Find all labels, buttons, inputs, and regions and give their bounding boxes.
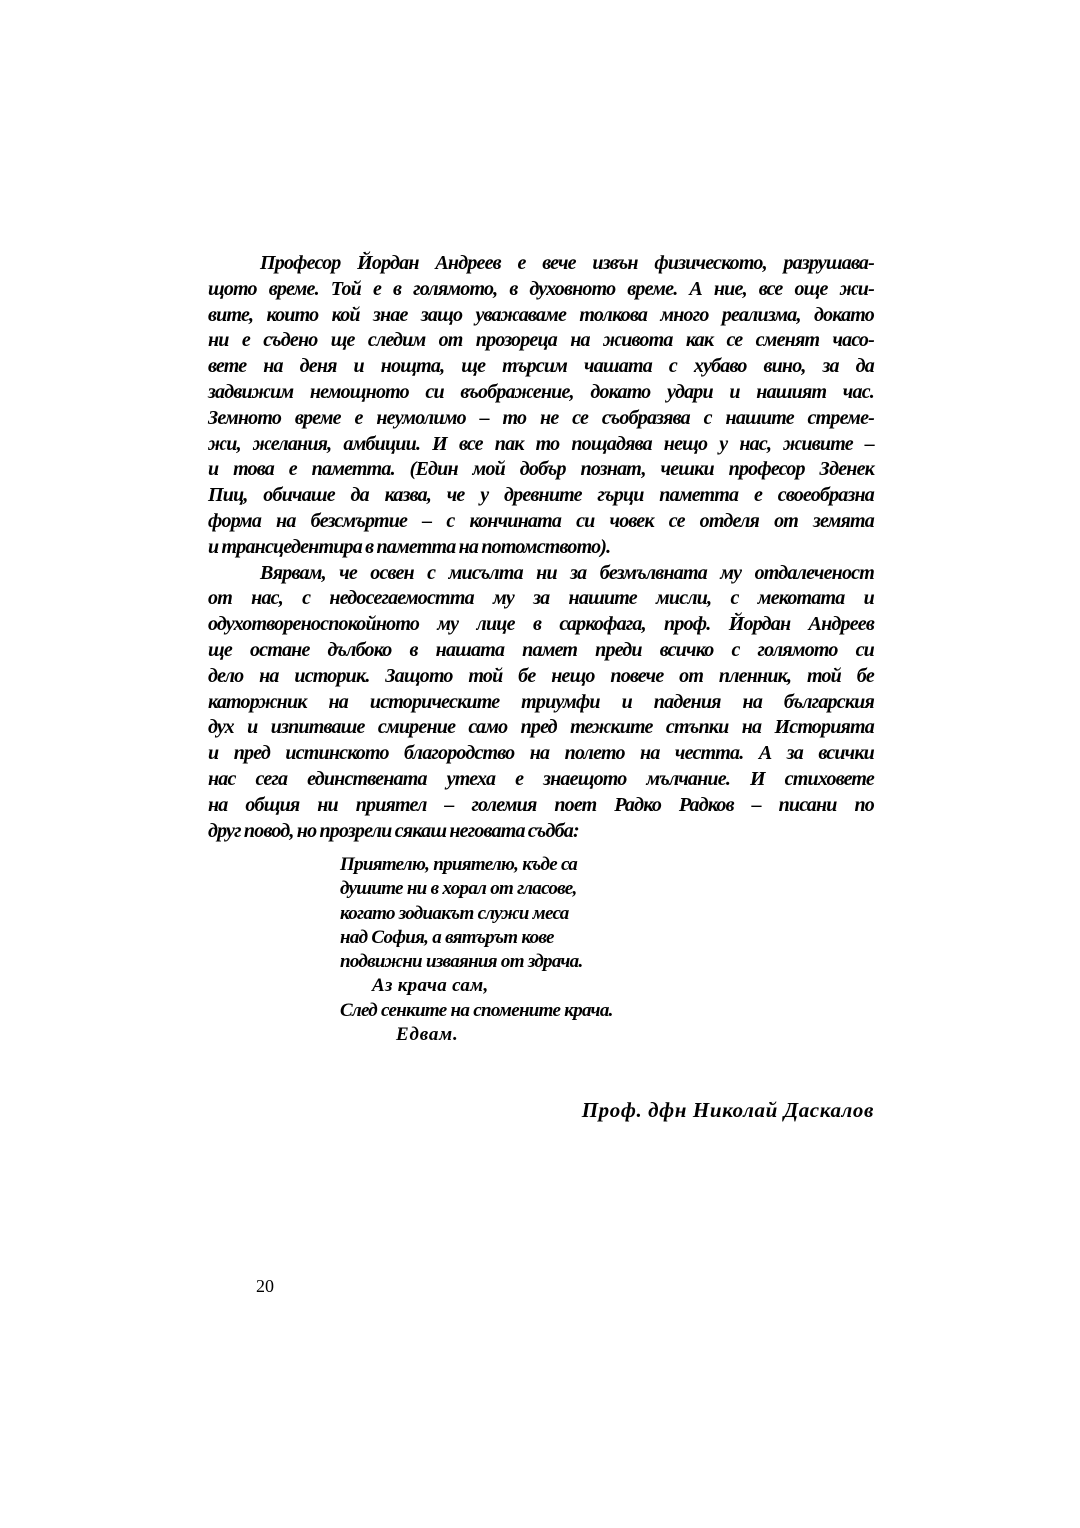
paragraph-line: вете на деня и нощта, ще търсим чашата с хубаво вино, за да [208, 355, 874, 378]
paragraph-line: Земното време е неумолимо – то не се съобразява с нашите стреме- [208, 406, 874, 429]
paragraph-line: и пред истинското благородство на полето на честта. А за всички [208, 742, 874, 765]
paragraph-line: каторжник на историческите триумфи и падения на българския [208, 690, 874, 713]
page-number: 20 [256, 1276, 274, 1296]
body-text [208, 251, 874, 844]
paragraph-line: ни е съдено ще следим от прозореца на живота как се сменят часо- [208, 329, 874, 352]
paragraph-line: одухотвореноспокойното му лице в саркофага, проф. Йордан Андреев [208, 613, 874, 636]
paragraph-line: и трансцедентира в паметта на потомството). [208, 535, 611, 558]
paragraph-line: нас сега единствената утеха е знаещото мълчание. И стиховете [208, 767, 874, 790]
poem-quote [340, 853, 740, 1047]
paragraph-line: Вярвам, че освен с мисълта ни за безмълвната му отдалеченост [260, 561, 874, 584]
poem-line: подвижни изваяния от здрача. [340, 951, 583, 973]
paragraph-line: и това е паметта. (Един мой добър познат, чешки професор Зденек [208, 458, 874, 481]
paragraph-line: Пиц, обичаше да казва, че у древните гърци паметта е своеобразна [208, 484, 874, 507]
paragraph-line: дух и изпитваше смирение само пред тежките стъпки на Историята [208, 716, 874, 739]
paragraph-line: жи, желания, амбиции. И все пак то пощадява нещо у нас, живите – [208, 432, 874, 455]
paragraph-line: на общия ни приятел – големия поет Радко Радков – писани по [208, 793, 874, 816]
paragraph-line: друг повод, но прозрели сякаш неговата съдба: [208, 819, 579, 842]
paragraph-line: Професор Йордан Андреев е вече извън физическото, разрушава- [260, 252, 874, 274]
poem-line: Аз крача сам, [372, 975, 489, 997]
paragraph-line: форма на безсмъртие – с кончината си човек се отделя от земята [208, 509, 874, 532]
paragraph-line: щото време. Той е в голямото, в духовното време. А ние, все още жи- [208, 277, 874, 300]
paragraph-line: дело на историк. Защото той бе нещо повече от пленник, той бе [208, 664, 874, 687]
paragraph-line: от нас, с недосегаемостта му за нашите мисли, с мекотата и [208, 587, 874, 610]
paragraph-line: ще остане дълбоко в нашата памет преди всичко с голямото си [208, 638, 874, 661]
poem-line: когато зодиакът служи меса [340, 902, 569, 924]
paragraph-line: задвижим немощното си въображение, докато удари и нашият час. [208, 380, 874, 403]
poem-line: душите ни в хорал от гласове, [340, 878, 577, 900]
poem-line: Приятелю, приятелю, къде са [340, 854, 578, 875]
poem-line: След сенките на спомените крача. [340, 999, 613, 1021]
poem-line: над София, а вятърът кове [340, 926, 554, 948]
poem-line: Едвам. [396, 1024, 459, 1046]
paragraph-line: вите, които кой знае защо уважаваме толкова много реализма, докато [208, 303, 874, 326]
author-signature: Проф. дфн Николай Даскалов [581, 1098, 874, 1122]
